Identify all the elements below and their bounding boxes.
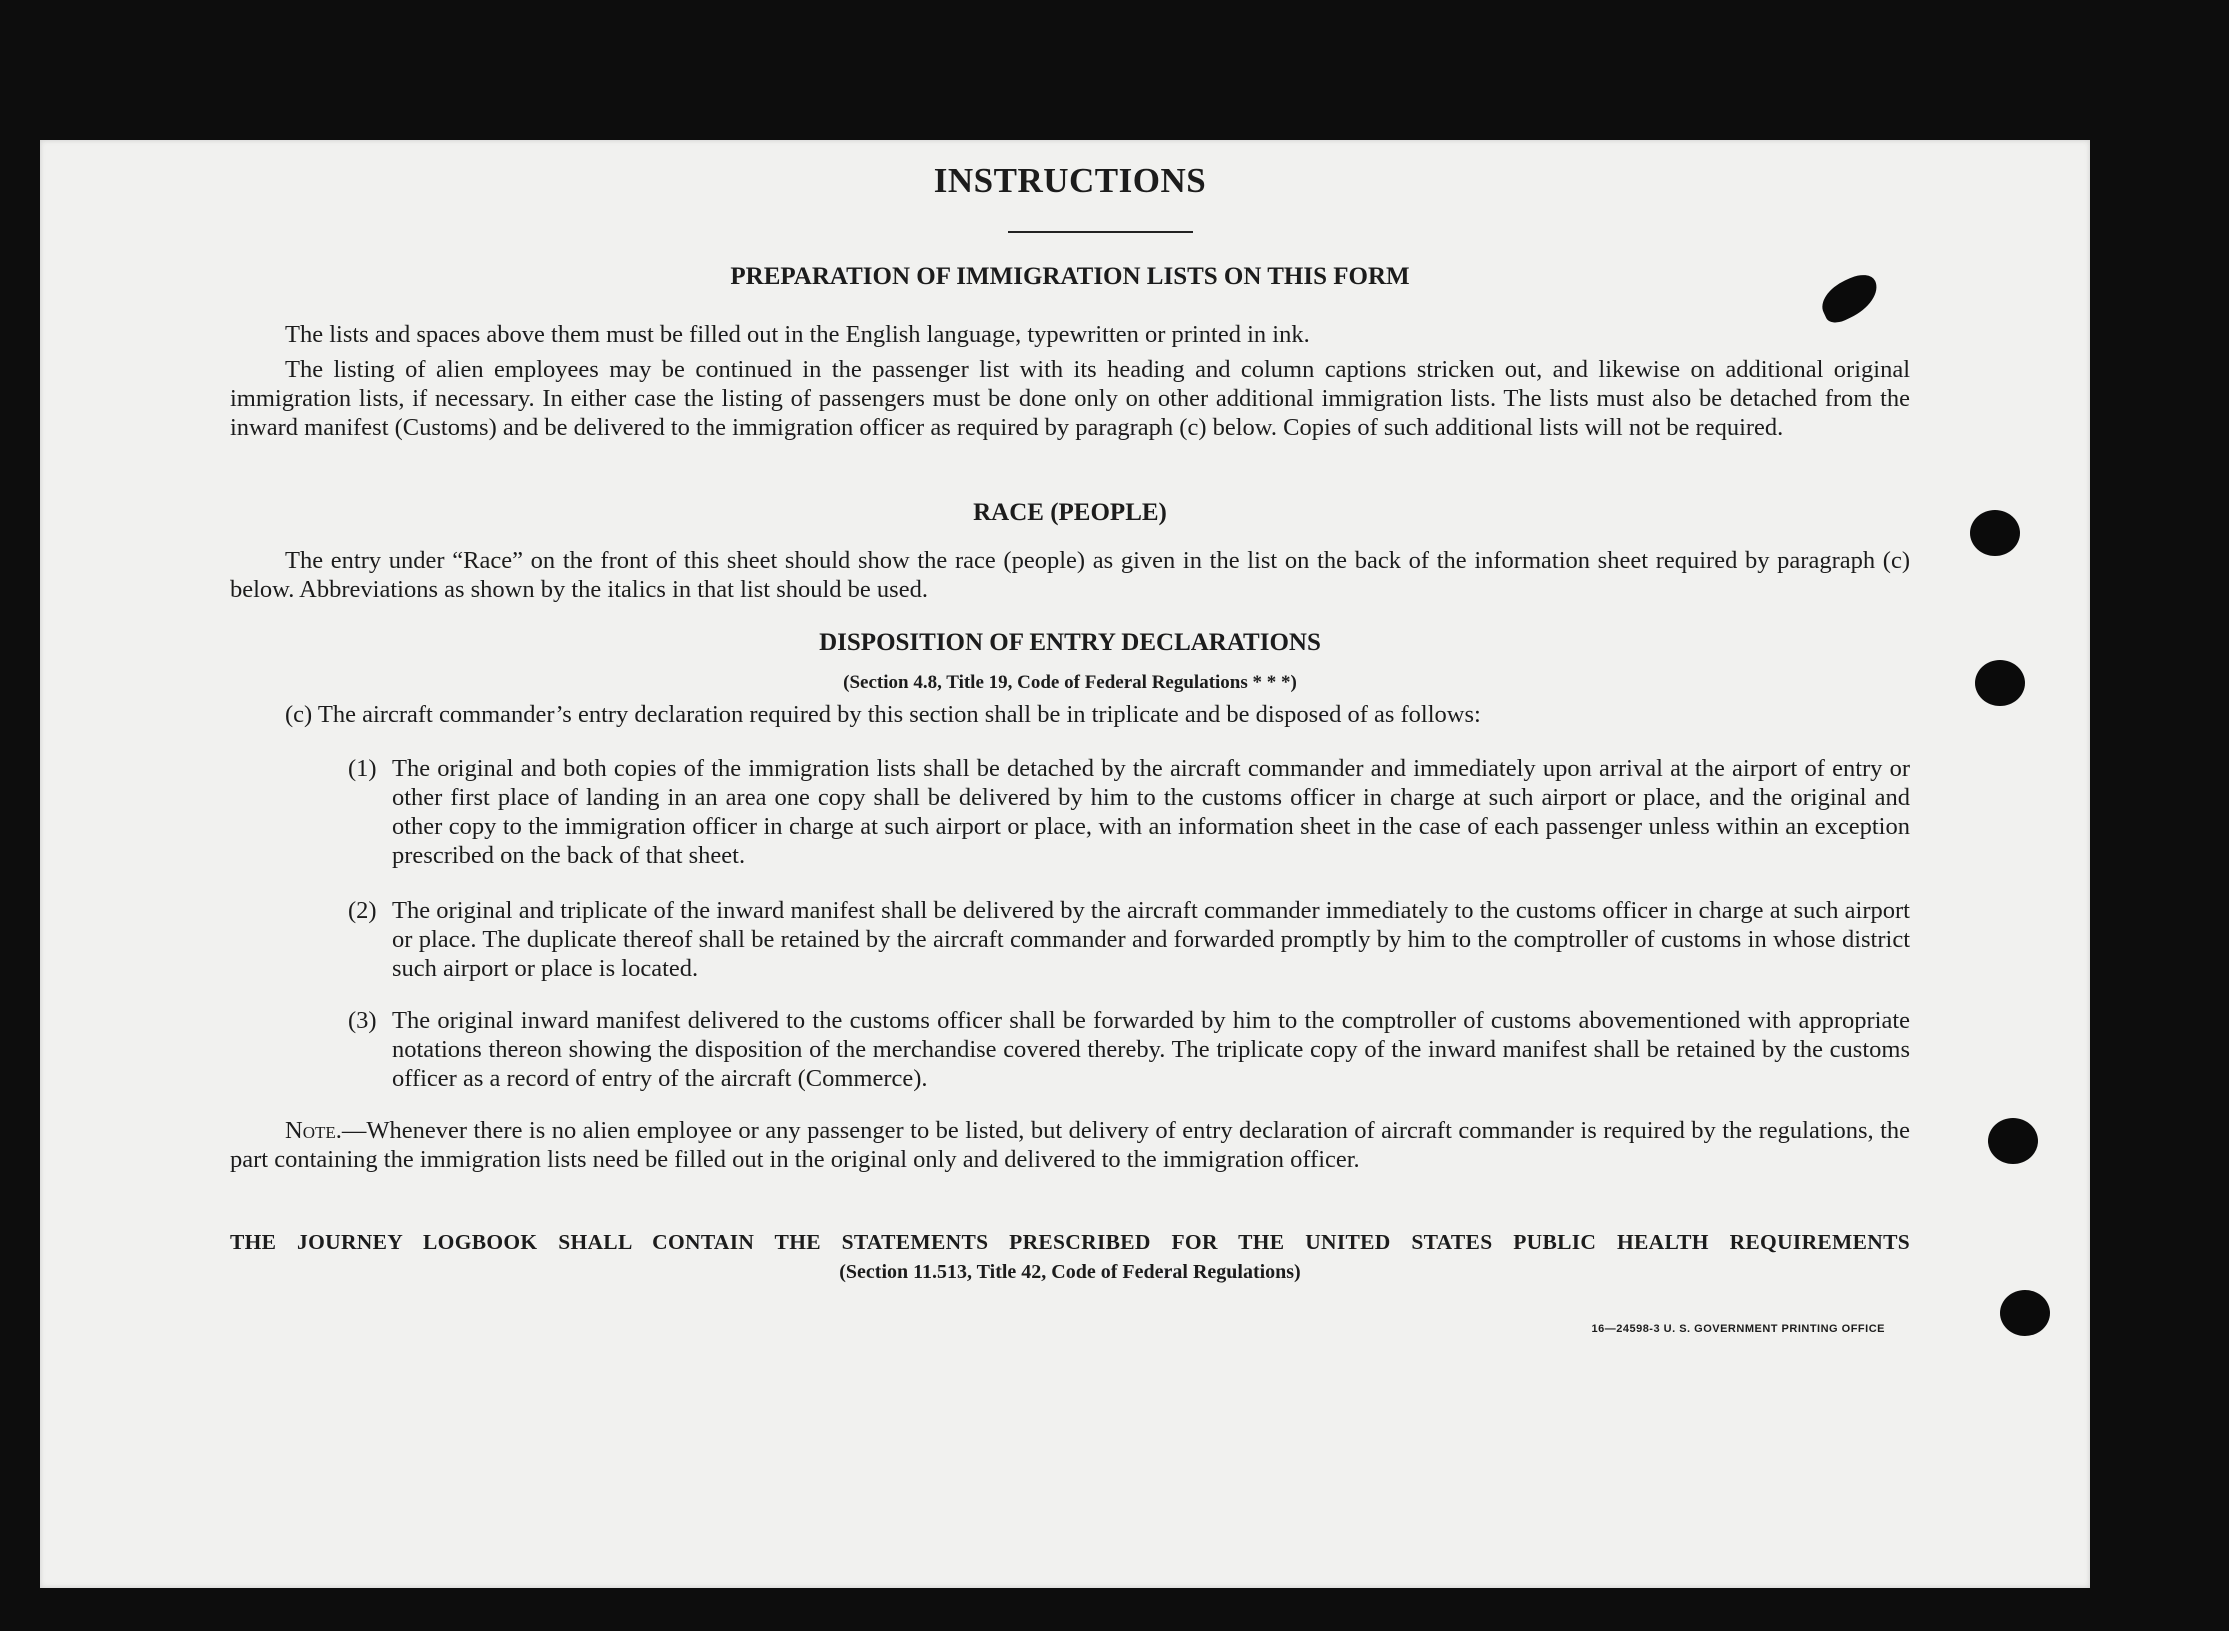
item-number: (2) xyxy=(348,897,377,924)
note-text: —Whenever there is no alien employee or any passenger to be listed, but delivery of entry declaration of aircraft commander is required by the regulations, the part containing the immigration lists need be filled out in the original only and delivered to the immigration officer. xyxy=(230,1117,1910,1173)
page-title: INSTRUCTIONS xyxy=(933,161,1207,200)
document-sheet xyxy=(40,140,2090,1588)
list-item xyxy=(348,1006,1910,1093)
item-text: The original and triplicate of the inward manifest shall be delivered by the aircraft commander immediately to the customs officer in charge at such airport or place. The duplicate thereof shall be retained by the aircraft commander and forwarded promptly by him to the comptroller of customs in whose district such airport or place is located. xyxy=(392,897,1910,982)
race-heading: RACE (PEOPLE) xyxy=(973,499,1167,526)
print-code: 16—24598-3 U. S. GOVERNMENT PRINTING OFFICE xyxy=(1591,1323,1885,1335)
item-number: (3) xyxy=(348,1007,377,1034)
note-label: Note. xyxy=(285,1117,342,1144)
item-text: The original inward manifest delivered to the customs officer shall be forwarded by him to the comptroller of customs abovementioned with appropriate notations thereon showing the disposition of the merchandise covered thereby. The triplicate copy of the inward manifest shall be retained by the customs officer as a record of entry of the aircraft (Commerce). xyxy=(392,1007,1910,1092)
punch-hole xyxy=(1970,510,2020,556)
item-text: The original and both copies of the immigration lists shall be detached by the aircraft commander and immediately upon arrival at the airport of entry or other first place of landing in an area one copy shall be delivered by him to the customs officer in charge at such airport or place, and the original and other copy to the immigration officer in charge at such airport or place, with an information sheet in the case of each passenger unless within an exception prescribed on the back of that sheet. xyxy=(392,755,1910,869)
note-paragraph xyxy=(230,1116,1910,1174)
logbook-statement: THE JOURNEY LOGBOOK SHALL CONTAIN THE STATEMENTS PRESCRIBED FOR THE UNITED STATES PUBLIC HEALTH REQUIREMENTS xyxy=(230,1230,1910,1254)
title-underline xyxy=(1008,231,1193,233)
paragraph-c-label: (c) xyxy=(285,701,313,728)
preparation-paragraph-2: The listing of alien employees may be continued in the passenger list with its heading and column captions stricken out, and likewise on additional original immigration lists, if necessary. In either case the listing of passengers must be done only on other additional immigration lists. The lists must also be detached from the inward manifest (Customs) and be delivered to the immigration officer as required by paragraph (c) below. Copies of such additional lists will not be required. xyxy=(230,356,1910,441)
punch-hole xyxy=(1975,660,2025,706)
item-number: (1) xyxy=(348,755,377,782)
preparation-paragraph-1: The lists and spaces above them must be filled out in the English language, typewritten or printed in ink. xyxy=(285,321,1310,348)
logbook-citation: (Section 11.513, Title 42, Code of Federal Regulations) xyxy=(839,1261,1301,1283)
disposition-citation: (Section 4.8, Title 19, Code of Federal Regulations * * *) xyxy=(843,672,1297,693)
race-paragraph: The entry under “Race” on the front of this sheet should show the race (people) as given in the list on the back of the information sheet required by paragraph (c) below. Abbreviations as shown by the italics in that list should be used. xyxy=(230,547,1910,603)
disposition-heading: DISPOSITION OF ENTRY DECLARATIONS xyxy=(819,629,1321,656)
paragraph-c-text: The aircraft commander’s entry declaration required by this section shall be in triplicate and be disposed of as follows: xyxy=(317,701,1481,728)
punch-hole xyxy=(1988,1118,2038,1164)
punch-hole xyxy=(2000,1290,2050,1336)
list-item xyxy=(348,754,1910,870)
preparation-heading: PREPARATION OF IMMIGRATION LISTS ON THIS FORM xyxy=(730,263,1410,290)
list-item xyxy=(348,896,1910,983)
paragraph-c xyxy=(285,700,1910,729)
